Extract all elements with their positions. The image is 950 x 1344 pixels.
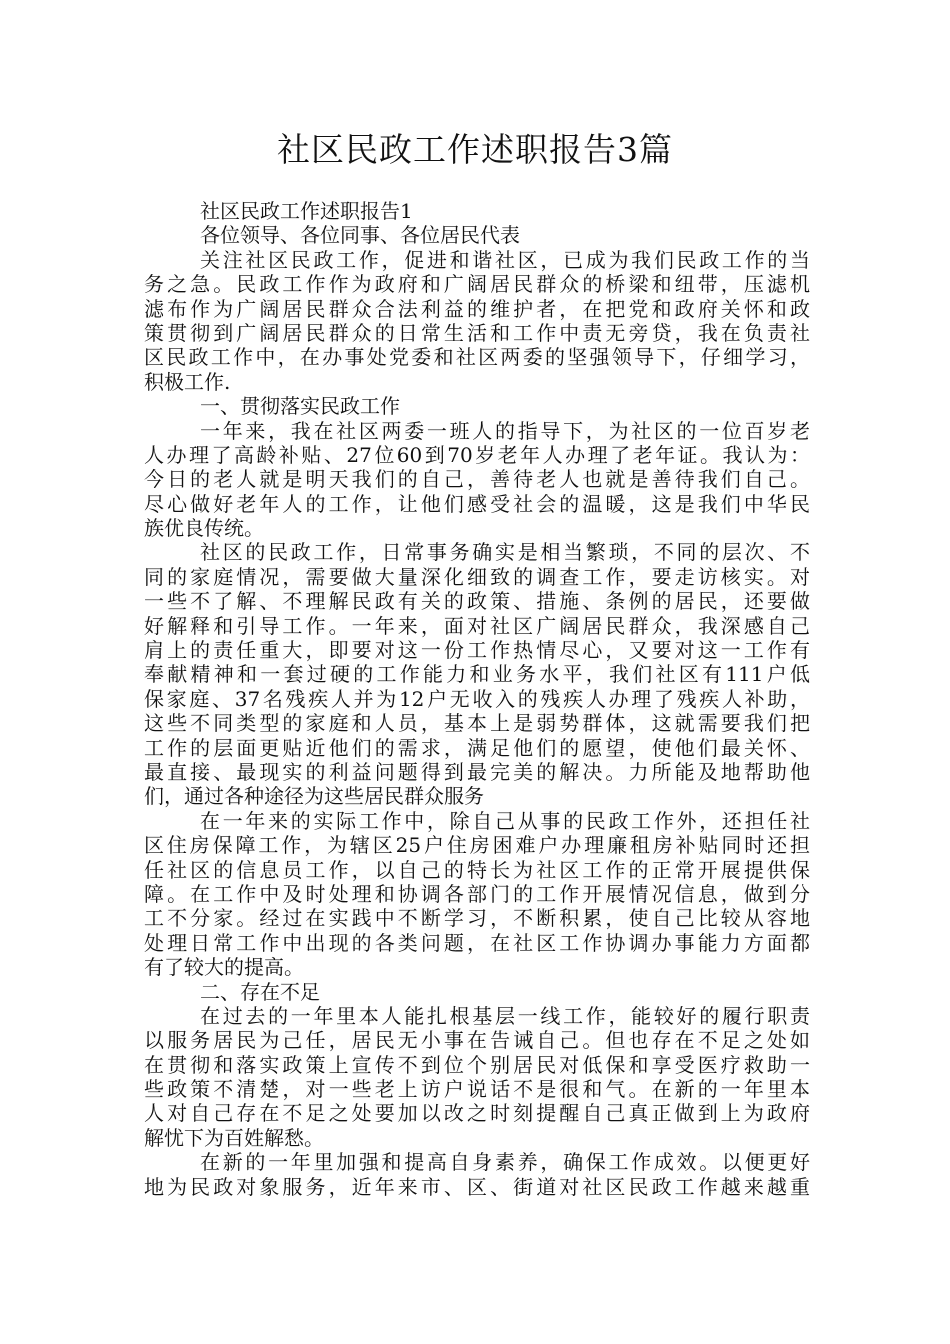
text-line: 障。在工作中及时处理和协调各部门的工作开展情况信息，做到分 bbox=[144, 881, 810, 906]
text-line: 社区的民政工作，日常事务确实是相当繁琐，不同的层次、不 bbox=[200, 540, 810, 565]
text-line: 好解释和引导工作。一年来，面对社区广阔居民群众，我深感自己 bbox=[144, 613, 810, 638]
text-line: 在贯彻和落实政策上宣传不到位个别居民对低保和享受医疗救助一 bbox=[144, 1052, 810, 1077]
text-line: 关注社区民政工作，促进和谐社区，已成为我们民政工作的当 bbox=[200, 247, 810, 272]
text-line: 奉献精神和一套过硬的工作能力和业务水平，我们社区有111户低 bbox=[144, 662, 810, 687]
text-line: 些政策不清楚，对一些老上访户说话不是很和气。在新的一年里本 bbox=[144, 1077, 810, 1102]
text-line: 族优良传统。 bbox=[144, 516, 264, 541]
text-line: 有了较大的提高。 bbox=[144, 955, 304, 980]
text-line: 人办理了高龄补贴、27位60到70岁老年人办理了老年证。我认为： bbox=[144, 442, 810, 467]
text-line: 处理日常工作中出现的各类问题，在社区工作协调办事能力方面都 bbox=[144, 930, 810, 955]
text-line: 区住房保障工作，为辖区25户住房困难户办理廉租房补贴同时还担 bbox=[144, 833, 810, 858]
text-line: 区民政工作中，在办事处党委和社区两委的坚强领导下，仔细学习， bbox=[144, 345, 810, 370]
text-line: 二、存在不足 bbox=[200, 979, 320, 1004]
text-line: 一些不了解、不理解民政有关的政策、措施、条例的居民，还要做 bbox=[144, 589, 810, 614]
text-line: 一、贯彻落实民政工作 bbox=[200, 394, 400, 419]
text-line: 务之急。民政工作作为政府和广阔居民群众的桥梁和纽带，压滤机 bbox=[144, 272, 810, 297]
text-line: 以服务居民为己任，居民无小事在告诫自己。但也存在不足之处如 bbox=[144, 1028, 810, 1053]
text-line: 最直接、最现实的利益问题得到最完美的解决。力所能及地帮助他 bbox=[144, 759, 810, 784]
text-line: 工作的层面更贴近他们的需求，满足他们的愿望，使他们最关怀、 bbox=[144, 735, 810, 760]
text-line: 解忧下为百姓解愁。 bbox=[144, 1125, 324, 1150]
document-body bbox=[144, 199, 810, 1199]
text-line: 滤布作为广阔居民群众合法利益的维护者，在把党和政府关怀和政 bbox=[144, 296, 810, 321]
text-line: 肩上的责任重大，即要对这一份工作热情尽心，又要对这一工作有 bbox=[144, 638, 810, 663]
text-line: 工不分家。经过在实践中不断学习，不断积累，使自己比较从容地 bbox=[144, 906, 810, 931]
text-line: 今日的老人就是明天我们的自己，善待老人也就是善待我们自己。 bbox=[144, 467, 810, 492]
document-title: 社区民政工作述职报告3篇 bbox=[277, 130, 673, 169]
text-line: 在过去的一年里本人能扎根基层一线工作，能较好的履行职责 bbox=[200, 1003, 810, 1028]
text-line: 保家庭、37名残疾人并为12户无收入的残疾人办理了残疾人补助， bbox=[144, 686, 810, 711]
text-line: 在新的一年里加强和提高自身素养，确保工作成效。以便更好 bbox=[200, 1150, 810, 1175]
text-line: 各位领导、各位同事、各位居民代表 bbox=[200, 223, 520, 248]
text-line: 人对自己存在不足之处要加以改之时刻提醒自己真正做到上为政府 bbox=[144, 1101, 810, 1126]
text-line: 同的家庭情况，需要做大量深化细致的调查工作，要走访核实。对 bbox=[144, 564, 810, 589]
text-line: 在一年来的实际工作中，除自己从事的民政工作外，还担任社 bbox=[200, 808, 810, 833]
text-line: 策贯彻到广阔居民群众的日常生活和工作中责无旁贷，我在负责社 bbox=[144, 320, 810, 345]
text-line: 任社区的信息员工作，以自己的特长为社区工作的正常开展提供保 bbox=[144, 857, 810, 882]
text-line: 地为民政对象服务，近年来市、区、街道对社区民政工作越来越重 bbox=[144, 1174, 810, 1199]
text-line: 一年来，我在社区两委一班人的指导下，为社区的一位百岁老 bbox=[200, 418, 810, 443]
text-line: 社区民政工作述职报告1 bbox=[200, 199, 413, 223]
text-line: 积极工作. bbox=[144, 369, 231, 394]
text-line: 这些不同类型的家庭和人员，基本上是弱势群体，这就需要我们把 bbox=[144, 711, 810, 736]
text-line: 尽心做好老年人的工作，让他们感受社会的温暖，这是我们中华民 bbox=[144, 491, 810, 516]
text-line: 们，通过各种途径为这些居民群众服务 bbox=[144, 784, 484, 809]
